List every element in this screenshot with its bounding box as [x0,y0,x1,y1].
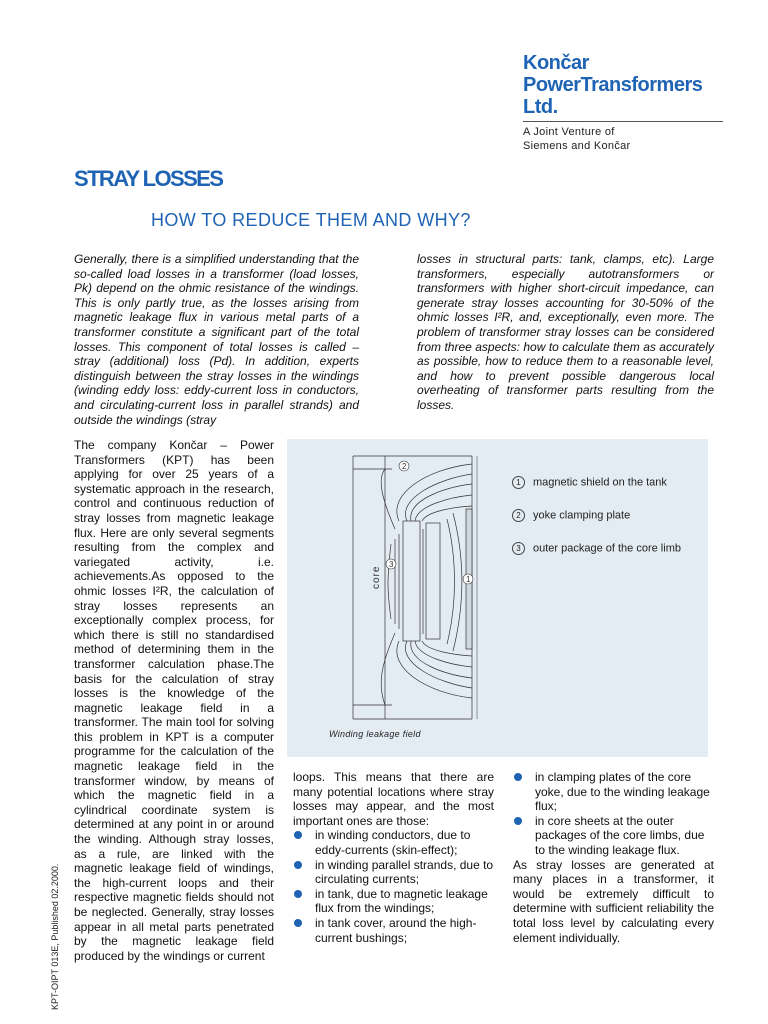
page-subtitle: HOW TO REDUCE THEM AND WHY? [151,210,471,230]
list-item: in tank, due to magnetic leakage flux from the windings; [293,887,494,916]
field-line [411,484,472,521]
intro-paragraph-right: losses in structural parts: tank, clamps, etc). Large transformers, especially autotransformers or transformers with higher short-circuit impedance, can generate stray losses accounting for 30-50% of the ohmic losses I²R, and, exceptionally, even more. The problem of transformer stray losses can be considered from three aspects: how to calculate them as accurately as possible, how to reduce them to a reasonable level, and how to prevent possible dangerous local overheating of transformer parts resulting from the losses. [417,252,714,412]
field-line [381,633,395,705]
figure-caption: Winding leakage field [329,729,421,739]
intro-paragraph-left: Generally, there is a simplified understanding that the so-called load losses in a transformer (load losses, Pk) depend on the ohmic resistance of the windings. This is only partly true, as the losses arising from magnetic leakage flux in various metal parts of a transformer constitute a significant part of the total losses. This component of total losses is called – stray (additional) loss (Pd). In addition, experts distinguish between the stray losses in the windings (winding eddy loss: eddy-current loss in conductors, and circulating-current loss in parallel strands) and outside the windings (stray [74,252,359,427]
marker-3-label: 3 [389,560,394,569]
legend-number-3: 3 [512,542,525,555]
field-line [381,469,395,529]
middle-intro: loops. This means that there are many potential locations where stray losses may appear, and the most important ones are those: [293,770,494,828]
brand-sub-line-2: Siemens and Končar [523,140,631,152]
loss-locations-list-2 [513,770,714,858]
outer-winding [426,523,440,639]
field-line [388,544,391,619]
legend-item-1 [512,476,667,489]
marker-2-label: 2 [402,462,407,471]
marker-1-label: 1 [466,575,471,584]
middle-text-column [293,770,494,945]
brand-line-3: Ltd. [523,96,558,118]
main-text-left: The company Končar – Power Transformers (KPT) has been applying for over 25 years of a systematic approach in the research, control and continuous reduction of stray losses from magnetic leakage flux. Here are only several segments resulting from the complex and variegated activity, i.e. achievements.As opposed to the ohmic losses I²R, the calculation of stray losses represents an exceptionally complex process, for which there is still no standardised method of determining them in the transformer calculation phase.The basis for the calculation of stray losses is the knowledge of the magnetic leakage field in a transformer. The main tool for solving this problem in KPT is a computer programme for the calculation of the magnetic leakage field in the transformer window, by means of which the magnetic field in a cylindrical coordinate system is determined at any point in or around the winding. Although stray losses, as a rule, are linked with the magnetic leakage field of windings, the high-current loops and their respective magnetic fields should not be neglected. Generally, stray losses appear in all metal parts penetrated by the magnetic leakage field produced by the windings or current [74,438,274,963]
legend-text-1: magnetic shield on the tank [533,476,667,489]
field-line [447,519,455,644]
brand-line-2: PowerTransformers [523,74,703,96]
brand-sub-line-1: A Joint Venture of [523,126,615,138]
list-item: in core sheets at the outer packages of the core limbs, due to the winding leakage flux. [513,814,714,858]
company-brand [523,52,702,118]
legend-number-1: 1 [512,476,525,489]
brand-divider [523,121,723,122]
legend-item-3 [512,542,681,555]
closing-paragraph: As stray losses are generated at many places in a transformer, it would be extremely difficult to determine with sufficient reliability the total loss level by calculating every element individually. [513,857,714,945]
legend-text-2: yoke clamping plate [533,509,631,522]
list-item: in tank cover, around the high-current bushings; [293,916,494,945]
list-item: in winding parallel strands, due to circulating currents; [293,858,494,887]
legend-number-2: 2 [512,509,525,522]
legend-text-3: outer package of the core limb [533,542,681,555]
loss-locations-list-1 [293,828,494,945]
list-item: in clamping plates of the core yoke, due to the winding leakage flux; [513,770,714,814]
page-title: STRAY LOSSES [74,166,223,191]
field-line [405,641,472,688]
field-line [411,641,472,678]
core-label: core [371,565,382,589]
publication-note: KPT-OIPT 013E, Published 02.2000. [50,863,60,1010]
brand-line-1: Končar [523,52,589,74]
brand-subtitle [523,125,631,153]
field-line [422,506,472,521]
field-line [405,474,472,521]
inner-winding [403,521,420,641]
list-item: in winding conductors, due to eddy-currents (skin-effect); [293,828,494,857]
right-text-column [513,770,714,945]
legend-item-2 [512,509,630,522]
